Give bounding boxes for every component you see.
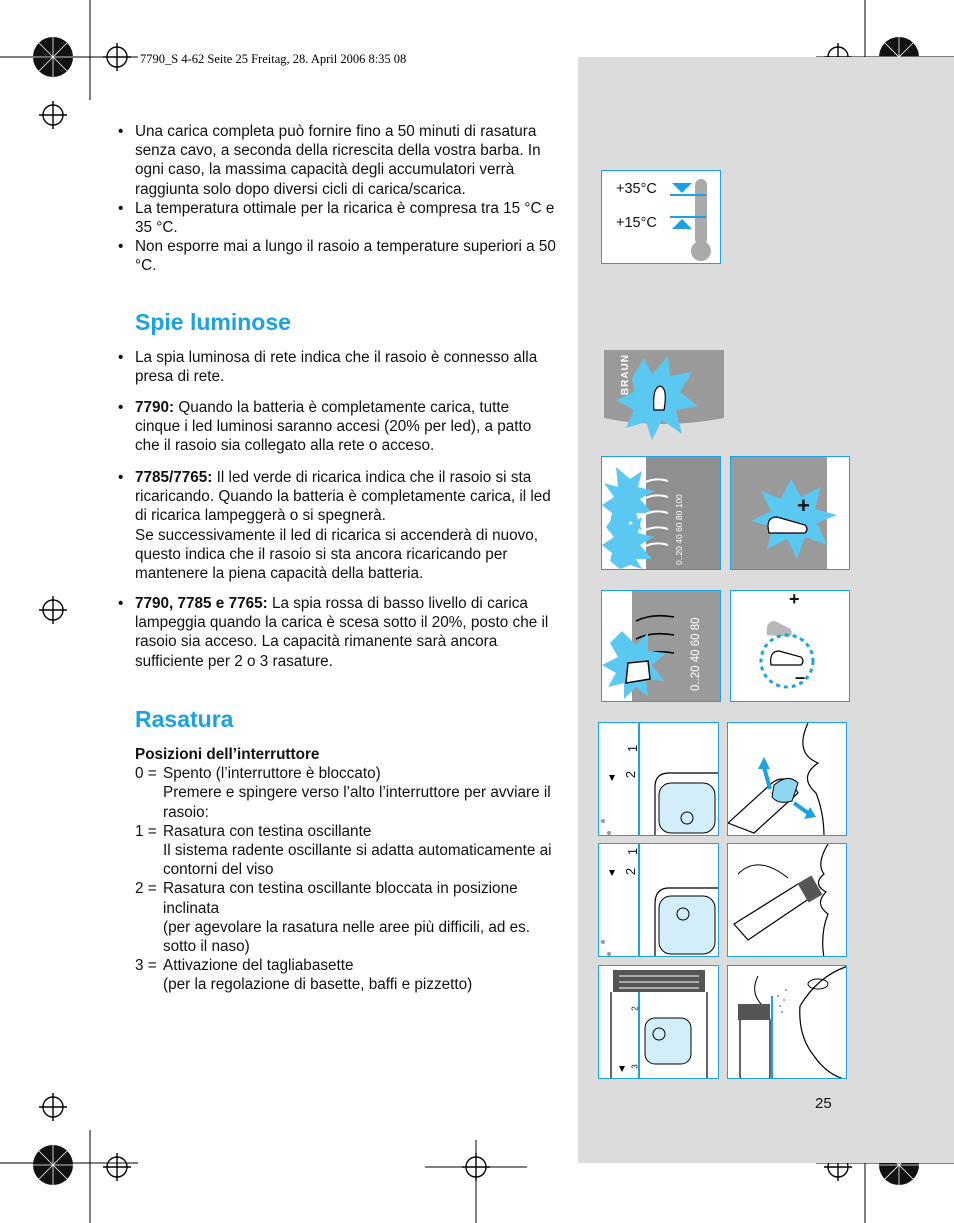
plus-sign: + bbox=[789, 590, 800, 609]
figure-switch-position-1 bbox=[598, 722, 719, 836]
figure-low-battery bbox=[601, 590, 721, 702]
bullet-item: • Non esporre mai a lungo il rasoio a temperature superiori a 50 °C. bbox=[118, 237, 558, 275]
position-2: 2 = Rasatura con testina oscillante bloccata in posizione inclinata bbox=[135, 880, 518, 917]
switch-subtitle: Posizioni dell’interruttore bbox=[135, 746, 320, 763]
switch-label-2: 2 bbox=[623, 867, 639, 876]
bullet-7790 bbox=[118, 398, 558, 456]
plus-sign: + bbox=[797, 493, 810, 518]
bullet-item bbox=[118, 468, 558, 526]
switch-label-3: 3 bbox=[630, 1064, 640, 1069]
switch-label-2: 2 bbox=[623, 770, 639, 779]
intro-bullets bbox=[118, 122, 558, 276]
figure-mains-light bbox=[601, 347, 727, 443]
switch-positions bbox=[135, 745, 565, 995]
bullet-item: • La temperatura ottimale per la ricarica è compresa tra 15 °C e 35 °C. bbox=[118, 199, 558, 237]
bullet-text: La spia rossa di basso livello di carica lampeggia quando la carica è scesa sotto il 20%, posto che il rasoio sia acceso. La capacità rimanente sarà ancora sufficiente per 2 o 3 rasature. bbox=[135, 595, 549, 670]
temp-high-label: +35°C bbox=[616, 181, 657, 197]
figure-shaving-chin bbox=[727, 722, 847, 836]
print-slug: 7790_S 4-62 Seite 25 Freitag, 28. April 2006 8:35 08 bbox=[140, 52, 407, 66]
bullet-text: La spia luminosa di rete indica che il rasoio è connesso alla presa di rete. bbox=[135, 349, 538, 386]
heading-rasatura: Rasatura bbox=[135, 706, 234, 732]
bullet-text: Il led verde di ricarica indica che il rasoio si sta ricaricando. Quando la batteria è completamente carica, il led di ricarica lampeggerà o si spegnerà. bbox=[135, 469, 551, 525]
position-1: 1 = Rasatura con testina oscillante bbox=[135, 822, 372, 840]
position-3: 3 = Attivazione del tagliabasette bbox=[135, 957, 354, 975]
figure-charge-plus bbox=[730, 456, 850, 570]
position-1-detail: Il sistema radente oscillante si adatta automaticamente ai contorni del viso bbox=[163, 842, 552, 879]
section1-bullets bbox=[118, 348, 558, 386]
switch-label-1: 1 bbox=[625, 744, 641, 753]
position-0-detail: Premere e spingere verso l’alto l’interruttore per avviare il rasoio: bbox=[163, 784, 551, 821]
bullet-label: 7790, 7785 e 7765: bbox=[135, 595, 268, 612]
bullet-low-battery bbox=[118, 594, 558, 671]
bullet-item bbox=[118, 348, 558, 386]
figure-switch-position-3 bbox=[598, 965, 719, 1079]
bullet-7785 bbox=[118, 468, 558, 583]
figure-blinking bbox=[730, 590, 850, 702]
position-0: 0 = Spento (l’interruttore è bloccato) bbox=[135, 765, 381, 783]
switch-label-2: 2 bbox=[630, 1006, 640, 1011]
brand-logo: BRAUN bbox=[620, 354, 631, 396]
heading-spie-luminose: Spie luminose bbox=[135, 309, 291, 335]
bullet-text: Quando la batteria è completamente carica, tutte cinque i led luminosi saranno accesi (20% per led), a patto che il rasoio sia collegato alla rete o acceso. bbox=[135, 399, 532, 455]
page-number: 25 bbox=[815, 1095, 832, 1112]
figure-five-leds bbox=[601, 456, 721, 570]
bullet-text: Se successivamente il led di ricarica si accenderà di nuovo, questo indica che il rasoio si sta ancora ricaricando per mantenere la piena capacità della batteria. bbox=[135, 526, 539, 583]
figure-shaving-nose bbox=[727, 843, 847, 957]
bullet-continuation bbox=[118, 526, 558, 584]
scale-large: 0..20 40 60 80 bbox=[690, 617, 702, 691]
figure-switch-position-2 bbox=[598, 843, 719, 957]
figure-trimming-sideburns bbox=[727, 965, 847, 1079]
bullet-item bbox=[118, 398, 558, 456]
scale-small: 0..20 40 60 80 100 bbox=[674, 494, 684, 565]
bullet-label: 7785/7765: bbox=[135, 469, 213, 486]
minus-sign: – bbox=[795, 667, 806, 687]
bullet-label: 7790: bbox=[135, 399, 175, 416]
bullet-item: • Una carica completa può fornire fino a 50 minuti di rasatura senza cavo, a seconda della ricrescita della vostra barba. In ogni caso, la massima capacità degli accumulatori verrà raggiunta solo dopo diversi cicli di carica/scarica. bbox=[118, 122, 558, 199]
position-3-detail: (per la regolazione di basette, baffi e pizzetto) bbox=[163, 976, 473, 994]
position-2-detail: (per agevolare la rasatura nelle aree più difficili, ad es. sotto il naso) bbox=[163, 918, 531, 956]
temp-low-label: +15°C bbox=[616, 215, 657, 231]
bullet-item bbox=[118, 594, 558, 671]
switch-label-1: 1 bbox=[625, 847, 641, 856]
figure-temperature bbox=[601, 170, 721, 264]
